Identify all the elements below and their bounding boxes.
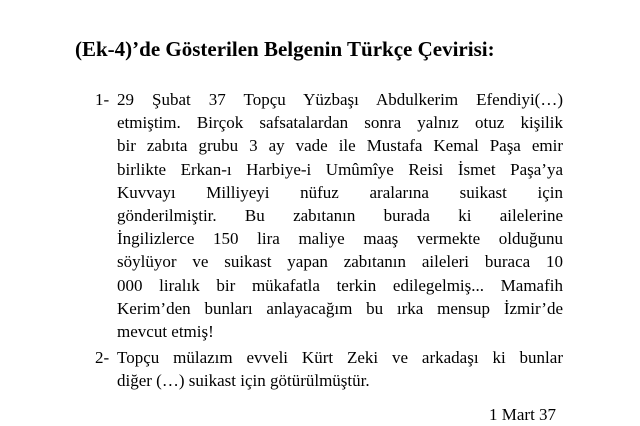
- item-number: 1-: [95, 90, 110, 109]
- item-line: Kuvvayı Milliyeyi nüfuz aralarına suikast için: [117, 182, 563, 202]
- item-number: 2-: [95, 348, 110, 367]
- item-line: bir zabıta grubu 3 ay vade ile Mustafa Kemal Paşa emir: [117, 136, 563, 156]
- item-line: 000 liralık bir mükafatla terkin edilegelmiş... Mamafih: [117, 275, 563, 295]
- item-line: 29 Şubat 37 Topçu Yüzbaşı Abdulkerim Efendiyi(…): [117, 90, 563, 109]
- item-line: Topçu mülazım evveli Kürt Zeki ve arkadaşı ki bunlar: [117, 348, 563, 367]
- item-line: etmiştim. Birçok safsatalardan sonra yalnız otuz kişilik: [117, 113, 563, 133]
- item-line: birlikte Erkan-ı Harbiye-i Umûmîye Reisi İsmet Paşa’ya: [117, 159, 563, 179]
- item-line: Kerim’den bunları anlayacağım bu ırka mensup İzmir’de: [117, 298, 563, 318]
- document-date: 1 Mart 37: [489, 405, 557, 424]
- document-heading: (Ek-4)’de Gösterilen Belgenin Türkçe Çevirisi:: [75, 37, 495, 61]
- list-item-2: [95, 346, 563, 392]
- item-line: mevcut etmiş!: [117, 322, 214, 342]
- item-line: İngilizlerce 150 lira maliye maaş vermekte olduğunu: [117, 229, 563, 249]
- list-item-1: [95, 88, 563, 343]
- item-line: söylüyor ve suikast yapan zabıtanın aileleri buraca 10: [117, 252, 563, 272]
- item-line: gönderilmiştir. Bu zabıtanın burada ki ailelerine: [117, 206, 563, 226]
- item-line: diğer (…) suikast için götürülmüştür.: [117, 371, 370, 391]
